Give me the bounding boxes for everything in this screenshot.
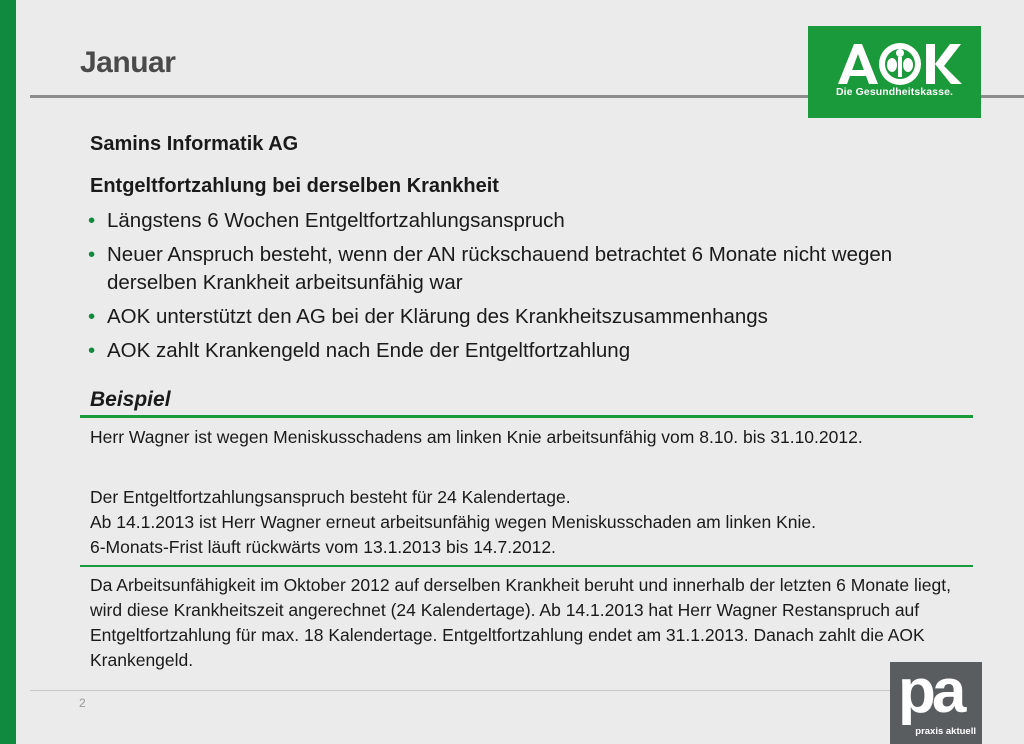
list-item-text: Längstens 6 Wochen Entgeltfortzahlungsanspruch — [107, 209, 565, 232]
pa-logo-subtitle: praxis aktuell — [915, 726, 976, 737]
aok-claim: Die Gesundheitskasse. — [835, 86, 954, 98]
bullet-icon: • — [88, 305, 96, 328]
example-line: Der Entgeltfortzahlungsanspruch besteht für 24 Kalendertage. — [90, 487, 571, 507]
list-item — [88, 303, 958, 331]
list-item — [88, 207, 958, 235]
example-heading: Beispiel — [90, 388, 171, 411]
conclusion-paragraph: Da Arbeitsunfähigkeit im Oktober 2012 auf derselben Krankheit beruht und innerhalb der letzten 6 Monate liegt, wird diese Krankheitszeit angerechnet (24 Kalendertage). Ab 14.1.2013 hat Herr Wagner Restanspruch auf Entgeltfortzahlung für max. 18 Kalendertage. Entgeltfortzahlung endet am 31.1.2013. Danach zahlt die AOK Krankengeld. — [90, 575, 951, 670]
aok-logo-mark — [808, 26, 981, 118]
company-name: Samins Informatik AG — [90, 133, 299, 155]
example-paragraph-2 — [90, 485, 970, 560]
pa-logo-mark: pa — [898, 657, 963, 726]
bullet-icon: • — [88, 209, 96, 232]
example-line: Ab 14.1.2013 ist Herr Wagner erneut arbeitsunfähig wegen Meniskusschaden am linken Knie. — [90, 512, 817, 532]
section-heading: Entgeltfortzahlung bei derselben Krankheit — [90, 175, 499, 197]
list-item-text: Neuer Anspruch besteht, wenn der AN rückschauend betrachtet 6 Monate nicht wegen derselben Krankheit arbeitsunfähig war — [107, 243, 893, 294]
example-paragraph-1: Herr Wagner ist wegen Meniskusschadens am linken Knie arbeitsunfähig vom 8.10. bis 31.10.2012. — [90, 427, 863, 447]
bullet-icon: • — [88, 243, 96, 266]
praxis-aktuell-logo — [890, 657, 982, 744]
list-item — [88, 337, 958, 365]
left-accent-bar — [0, 0, 16, 744]
page-number: 2 — [79, 696, 86, 710]
example-divider-middle — [80, 565, 973, 567]
list-item-text: AOK zahlt Krankengeld nach Ende der Entgeltfortzahlung — [107, 339, 631, 362]
example-divider-top — [80, 415, 973, 418]
list-item — [88, 241, 958, 297]
aok-logo — [808, 26, 981, 118]
bullet-list — [88, 207, 958, 371]
page-title: Januar — [80, 46, 176, 79]
footer-divider — [30, 690, 890, 691]
bullet-icon: • — [88, 339, 96, 362]
example-line: 6-Monats-Frist läuft rückwärts vom 13.1.2013 bis 14.7.2012. — [90, 537, 556, 557]
list-item-text: AOK unterstützt den AG bei der Klärung des Krankheitszusammenhangs — [107, 305, 768, 328]
